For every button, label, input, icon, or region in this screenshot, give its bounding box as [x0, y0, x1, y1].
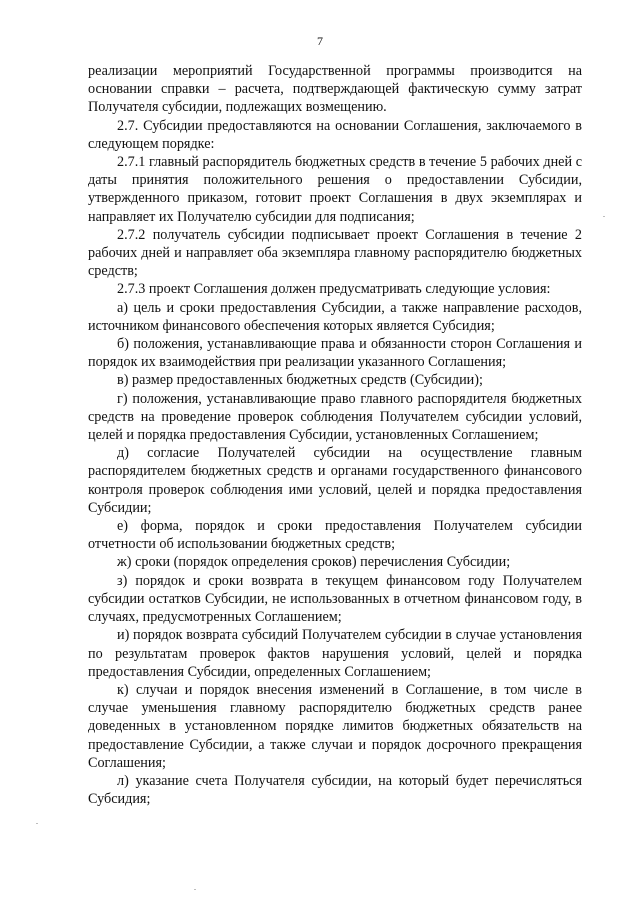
page-number: 7	[317, 34, 323, 48]
paragraph-2-7: 2.7. Субсидии предоставляются на основании Соглашения, заключаемого в следующем порядке:	[88, 117, 582, 152]
list-item-e: е) форма, порядок и сроки предоставления Получателем субсидии отчетности об использовании бюджетных средств;	[88, 518, 582, 553]
list-item-k: к) случаи и порядок внесения изменений в Соглашение, в том числе в случае уменьшения главному распорядителю бюджетных средств ранее доведенных в установленном порядке лимитов бюджетных обязательств на предоставление Субсидии, а также случаи и порядок досрочного прекращения Соглашения;	[88, 681, 582, 771]
list-item-zh: ж) сроки (порядок определения сроков) перечисления Субсидии;	[117, 554, 511, 571]
list-item-v: в) размер предоставленных бюджетных средств (Субсидии);	[117, 372, 483, 389]
scan-speck	[603, 216, 605, 217]
list-item-l: л) указание счета Получателя субсидии, на который будет перечисляться Субсидия;	[88, 772, 582, 808]
list-item-a: а) цель и сроки предоставления Субсидии, а также направление расходов, источником финансового обеспечения которых является Субсидия;	[88, 299, 582, 334]
list-item-i: и) порядок возврата субсидий Получателем субсидии в случае установления по результатам проверок фактов нарушения условий, целей и порядка предоставления Субсидии, определенных Соглашением;	[88, 627, 582, 680]
scan-speck	[194, 889, 196, 890]
list-item-b: б) положения, устанавливающие права и обязанности сторон Соглашения и порядок их взаимодействия при реализации указанного Соглашения;	[88, 336, 582, 371]
list-item-d: д) согласие Получателей субсидии на осуществление главным распорядителем бюджетных средств и органами государственного финансового контроля проверок соблюдения ими условий, целей и порядка предоставления Субсидии;	[88, 445, 582, 516]
document-body	[88, 62, 582, 808]
list-item-g: г) положения, устанавливающие право главного распорядителя бюджетных средств на проведение проверок соблюдения Получателем субсидии условий, целей и порядка предоставления Субсидии, установленных Соглашением;	[88, 390, 582, 444]
list-item-z: з) порядок и сроки возврата в текущем финансовом году Получателем субсидии остатков Субсидии, не использованных в отчетном финансовом году, в случаях, предусмотренных Соглашением;	[88, 572, 582, 626]
paragraph-2-7-2: 2.7.2 получатель субсидии подписывает проект Соглашения в течение 2 рабочих дней и направляет оба экземпляра главному распорядителю бюджетных средств;	[88, 226, 582, 280]
scan-speck	[36, 823, 38, 824]
paragraph-continuation: реализации мероприятий Государственной программы производится на основании справки – расчета, подтверждающей фактическую сумму затрат Получателя субсидии, подлежащих возмещению.	[88, 63, 582, 116]
paragraph-2-7-1: 2.7.1 главный распорядитель бюджетных средств в течение 5 рабочих дней с даты принятия положительного решения о предоставлении Субсидии, утвержденного приказом, готовит проект Соглашения в двух экземплярах и направляет их Получателю субсидии для подписания;	[88, 154, 582, 225]
paragraph-2-7-3: 2.7.3 проект Соглашения должен предусматривать следующие условия:	[117, 281, 551, 298]
